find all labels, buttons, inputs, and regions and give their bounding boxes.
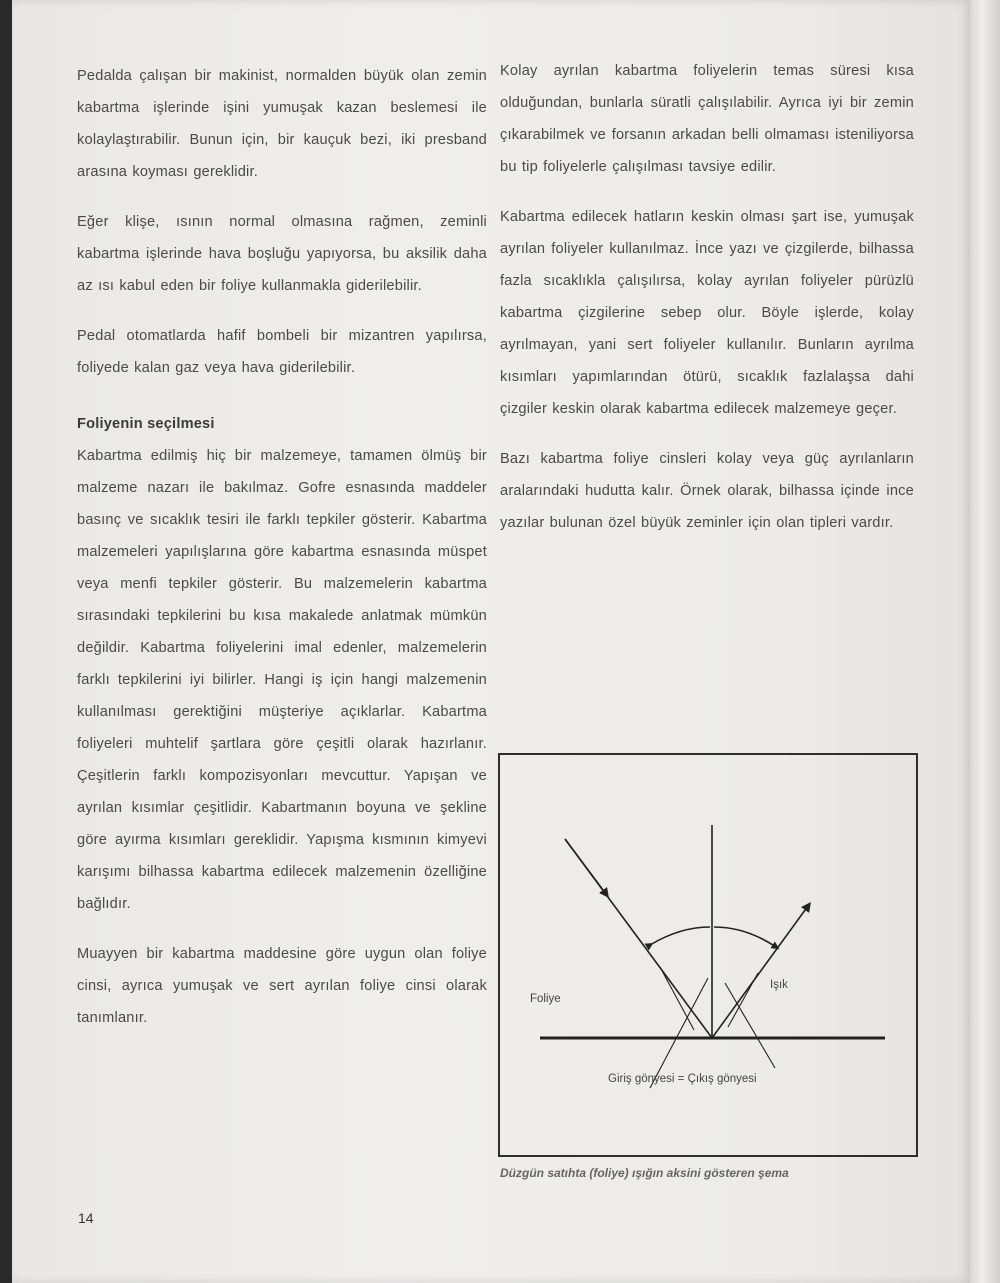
incident-angle-leader — [660, 967, 694, 1030]
paragraph-keskin-hatlar: Kabartma edilecek hatların keskin olması şart ise, yumuşak ayrılan foliyeler kullanılmaz. İnce yazı ve çizgilerde, bilhassa fazla sıcaklıkla çalışılırsa, kolay ayrılan foliyeler pürüzlü kabartma çizgilerine sebep olur. Böyle işlerde, kolay ayrılmayan, yani sert foliyeler kullanılır. Bunların ayrılma kısımları yapımlarından ötürü, sıcaklık fazlalaşsa dahi çizgiler keskin olarak kabartma edilecek malzemeye geçer. — [500, 209, 914, 417]
angle-arc-right — [714, 927, 776, 947]
reflection-diagram-svg — [500, 755, 916, 1155]
paragraph-hudutta-kalan: Bazı kabartma foliye cinsleri kolay veya güç ayrılanların aralarındaki hudutta kalır. Örnek olarak, bilhassa içinde ince yazılar bulunan özel büyük zeminler için olan tipleri vardır. — [500, 451, 914, 531]
right-column — [500, 55, 914, 557]
reflection-diagram — [498, 753, 918, 1157]
paragraph-foliye-cinsi: Muayyen bir kabartma maddesine göre uygun olan foliye cinsi, ayrıca yumuşak ve sert ayrılan foliye cinsi olarak tanımlanır. — [77, 946, 487, 1026]
page-number: 14 — [78, 1210, 94, 1226]
isik-label: Işık — [770, 979, 788, 991]
incident-arrow — [565, 839, 606, 894]
left-column — [77, 60, 487, 1052]
adjacent-page-edge — [970, 0, 1000, 1283]
angle-arc-left — [650, 927, 710, 945]
reflected-ray — [712, 906, 808, 1038]
figure-caption: Düzgün satıhta (foliye) ışığın aksini gösteren şema — [500, 1166, 789, 1180]
reflected-angle-leader — [728, 973, 758, 1027]
foliye-label: Foliye — [530, 993, 561, 1005]
paragraph-klise-hava-boslugu: Eğer klişe, ısının normal olmasına rağmen, zeminli kabartma işlerinde hava boşluğu yapıyorsa, bu aksilik daha az ısı kabul eden bir foliye kullanmakla giderilebilir. — [77, 214, 487, 294]
paragraph-pedal-otomat: Pedal otomatlarda hafif bombeli bir mizantren yapılırsa, foliyede kalan gaz veya hava giderilebilir. — [77, 328, 487, 376]
paragraph-kabartma-malzeme: Kabartma edilmiş hiç bir malzemeye, tamamen ölmüş bir malzeme nazarı ile bakılmaz. Gofre esnasında maddeler basınç ve sıcaklık tesiri ile farklı tepkiler gösterir. Kabartma malzemeleri yapılışlarına göre kabartma esnasında müspet veya menfi tepkiler gösterir. Bu malzemelerin kabartma sırasındaki tepkilerini bu kısa makalede anlatmak mümkün değildir. Kabartma foliyelerini imal edenler, malzemelerin farklı tepkilerini iyi bilirler. Hangi iş için hangi malzemenin kullanılması gerektiğini müşteriye açıklarlar. Kabartma foliyeleri muhtelif şartlara göre çeşitli olarak hazırlanır. Çeşitlerin farklı kompozisyonları mevcuttur. Yapışan ve ayrılan kısımlar çeşitlidir. Kabartmanın boyuna ve şekline göre ayırma kısımları gereklidir. Yapışma kısmının kimyevi karışımı bilhassa kabartma edilecek malzemenin özelliğine bağlıdır. — [77, 448, 487, 912]
paragraph-pedal-makinist: Pedalda çalışan bir makinist, normalden büyük olan zemin kabartma işlerinde işini yumuşak kazan beslemesi ile kolaylaştırabilir. Bunun için, bir kauçuk bezi, iki presband arasına koyması gereklidir. — [77, 68, 487, 180]
isik-leader-line — [725, 983, 775, 1068]
paragraph-kolay-ayrilan: Kolay ayrılan kabartma foliyelerin temas süresi kısa olduğundan, bunlarla süratli çalışılabilir. Ayrıca iyi bir zemin çıkarabilmek ve forsanın arkadan belli olmaması isteniliyorsa bu tip foliyelerle çalışılması tavsiye edilir. — [500, 63, 914, 175]
section-heading: Foliyenin seçilmesi — [77, 416, 215, 432]
angle-equality-label: Giriş gönyesi = Çıkış gönyesi — [608, 1073, 757, 1085]
